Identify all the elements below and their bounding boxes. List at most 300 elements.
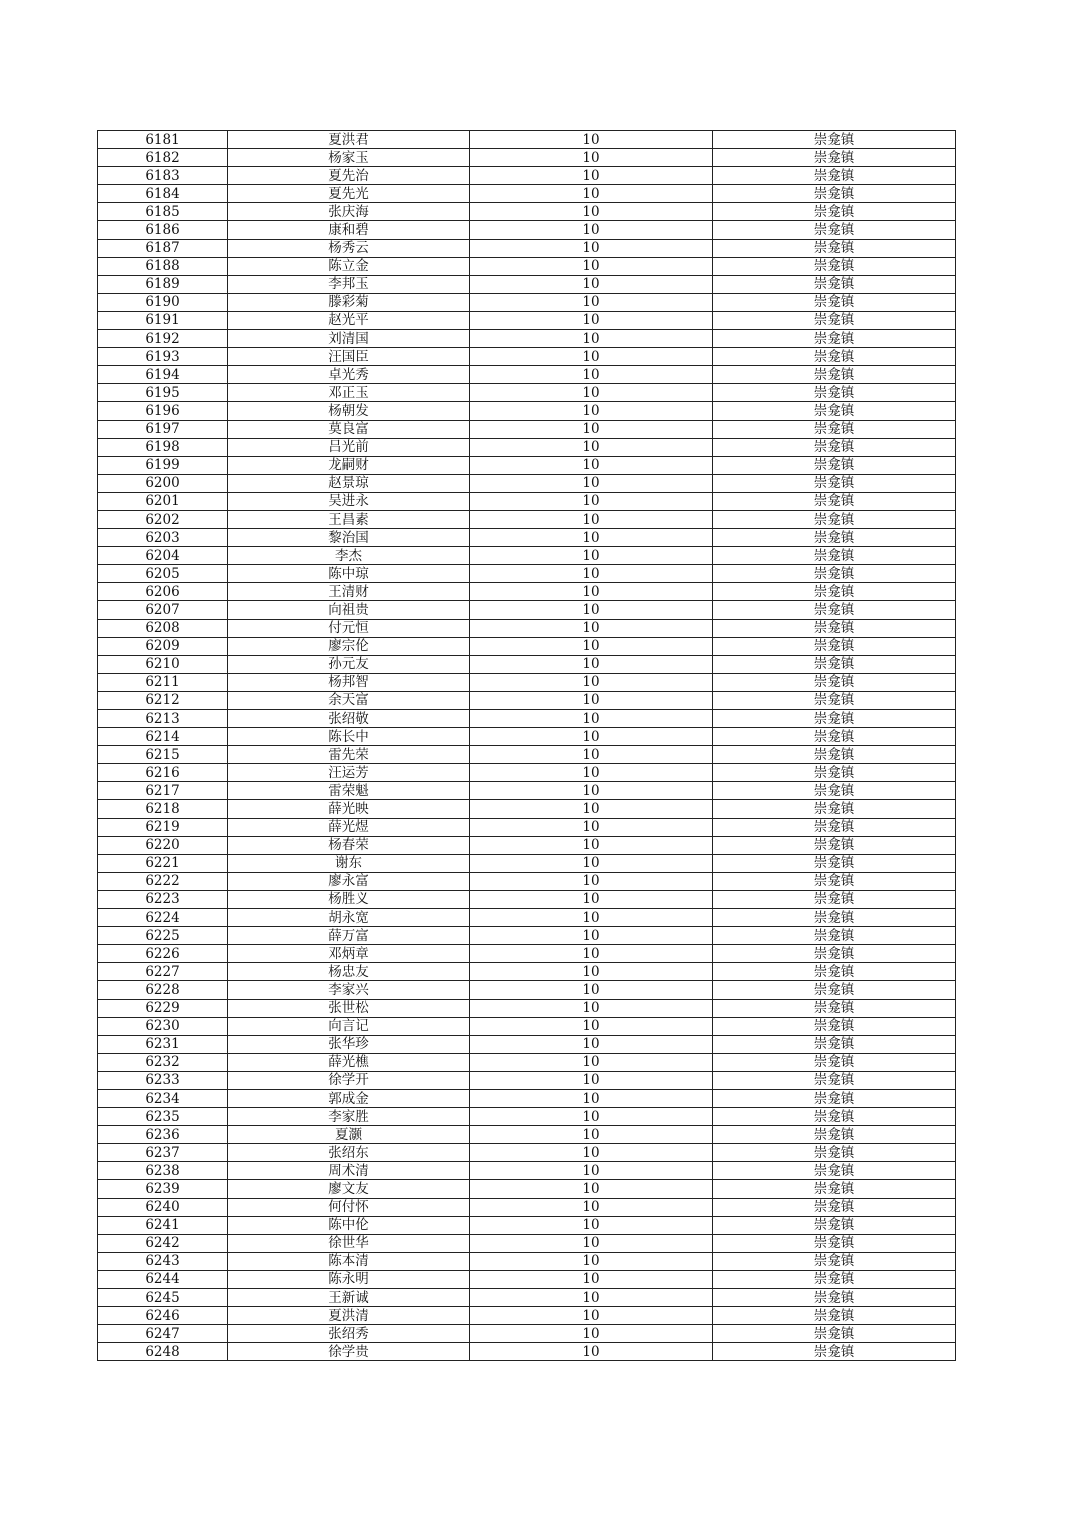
name-cell: 廖宗伦 xyxy=(228,637,470,655)
serial-number-cell: 6200 xyxy=(98,474,228,492)
amount-cell: 10 xyxy=(470,764,713,782)
serial-number-cell: 6237 xyxy=(98,1144,228,1162)
name-cell: 康和碧 xyxy=(228,221,470,239)
town-cell: 崇龛镇 xyxy=(713,275,956,293)
town-cell: 崇龛镇 xyxy=(713,1252,956,1270)
table-row xyxy=(98,1180,956,1198)
amount-cell: 10 xyxy=(470,474,713,492)
amount-cell: 10 xyxy=(470,1071,713,1089)
town-cell: 崇龛镇 xyxy=(713,601,956,619)
name-cell: 孙元友 xyxy=(228,655,470,673)
amount-cell: 10 xyxy=(470,999,713,1017)
table-row xyxy=(98,1289,956,1307)
name-cell: 杨邦智 xyxy=(228,673,470,691)
name-cell: 张绍东 xyxy=(228,1144,470,1162)
serial-number-cell: 6248 xyxy=(98,1343,228,1361)
amount-cell: 10 xyxy=(470,854,713,872)
name-cell: 张庆海 xyxy=(228,203,470,221)
name-cell: 谢东 xyxy=(228,854,470,872)
amount-cell: 10 xyxy=(470,782,713,800)
amount-cell: 10 xyxy=(470,1126,713,1144)
name-cell: 胡永宽 xyxy=(228,909,470,927)
name-cell: 廖文友 xyxy=(228,1180,470,1198)
serial-number-cell: 6220 xyxy=(98,836,228,854)
name-cell: 汪运芳 xyxy=(228,764,470,782)
town-cell: 崇龛镇 xyxy=(713,257,956,275)
serial-number-cell: 6192 xyxy=(98,330,228,348)
town-cell: 崇龛镇 xyxy=(713,438,956,456)
town-cell: 崇龛镇 xyxy=(713,1017,956,1035)
serial-number-cell: 6232 xyxy=(98,1053,228,1071)
amount-cell: 10 xyxy=(470,239,713,257)
table-row xyxy=(98,149,956,167)
town-cell: 崇龛镇 xyxy=(713,800,956,818)
town-cell: 崇龛镇 xyxy=(713,981,956,999)
town-cell: 崇龛镇 xyxy=(713,1126,956,1144)
name-cell: 薛光煜 xyxy=(228,818,470,836)
amount-cell: 10 xyxy=(470,438,713,456)
amount-cell: 10 xyxy=(470,565,713,583)
name-cell: 黎治国 xyxy=(228,529,470,547)
serial-number-cell: 6208 xyxy=(98,619,228,637)
serial-number-cell: 6243 xyxy=(98,1252,228,1270)
table-row xyxy=(98,691,956,709)
town-cell: 崇龛镇 xyxy=(713,764,956,782)
table-row xyxy=(98,1017,956,1035)
amount-cell: 10 xyxy=(470,1162,713,1180)
town-cell: 崇龛镇 xyxy=(713,782,956,800)
amount-cell: 10 xyxy=(470,800,713,818)
table-row xyxy=(98,239,956,257)
table-row xyxy=(98,1198,956,1216)
name-cell: 雷先荣 xyxy=(228,746,470,764)
name-cell: 王新诚 xyxy=(228,1289,470,1307)
town-cell: 崇龛镇 xyxy=(713,1071,956,1089)
table-row xyxy=(98,1053,956,1071)
table-row xyxy=(98,1162,956,1180)
town-cell: 崇龛镇 xyxy=(713,185,956,203)
amount-cell: 10 xyxy=(470,637,713,655)
serial-number-cell: 6207 xyxy=(98,601,228,619)
table-row xyxy=(98,601,956,619)
amount-cell: 10 xyxy=(470,529,713,547)
table-row xyxy=(98,330,956,348)
serial-number-cell: 6247 xyxy=(98,1325,228,1343)
table-row xyxy=(98,1071,956,1089)
table-row xyxy=(98,1343,956,1361)
town-cell: 崇龛镇 xyxy=(713,348,956,366)
town-cell: 崇龛镇 xyxy=(713,1307,956,1325)
name-cell: 周术清 xyxy=(228,1162,470,1180)
amount-cell: 10 xyxy=(470,185,713,203)
amount-cell: 10 xyxy=(470,963,713,981)
town-cell: 崇龛镇 xyxy=(713,1234,956,1252)
amount-cell: 10 xyxy=(470,1017,713,1035)
table-row xyxy=(98,1126,956,1144)
serial-number-cell: 6231 xyxy=(98,1035,228,1053)
table-row xyxy=(98,275,956,293)
serial-number-cell: 6222 xyxy=(98,872,228,890)
table-row xyxy=(98,420,956,438)
town-cell: 崇龛镇 xyxy=(713,927,956,945)
table-row xyxy=(98,637,956,655)
amount-cell: 10 xyxy=(470,981,713,999)
amount-cell: 10 xyxy=(470,1343,713,1361)
amount-cell: 10 xyxy=(470,366,713,384)
name-cell: 廖永富 xyxy=(228,872,470,890)
town-cell: 崇龛镇 xyxy=(713,1180,956,1198)
serial-number-cell: 6201 xyxy=(98,492,228,510)
table-row xyxy=(98,619,956,637)
amount-cell: 10 xyxy=(470,547,713,565)
amount-cell: 10 xyxy=(470,818,713,836)
table-row xyxy=(98,1089,956,1107)
serial-number-cell: 6206 xyxy=(98,583,228,601)
serial-number-cell: 6234 xyxy=(98,1089,228,1107)
town-cell: 崇龛镇 xyxy=(713,854,956,872)
amount-cell: 10 xyxy=(470,149,713,167)
table-row xyxy=(98,257,956,275)
name-cell: 吕光前 xyxy=(228,438,470,456)
town-cell: 崇龛镇 xyxy=(713,239,956,257)
table-row xyxy=(98,529,956,547)
name-cell: 张华珍 xyxy=(228,1035,470,1053)
amount-cell: 10 xyxy=(470,1289,713,1307)
town-cell: 崇龛镇 xyxy=(713,547,956,565)
town-cell: 崇龛镇 xyxy=(713,1035,956,1053)
table-row xyxy=(98,909,956,927)
town-cell: 崇龛镇 xyxy=(713,1144,956,1162)
name-cell: 张绍敬 xyxy=(228,710,470,728)
amount-cell: 10 xyxy=(470,1216,713,1234)
town-cell: 崇龛镇 xyxy=(713,746,956,764)
amount-cell: 10 xyxy=(470,927,713,945)
serial-number-cell: 6211 xyxy=(98,673,228,691)
table-row xyxy=(98,565,956,583)
serial-number-cell: 6189 xyxy=(98,275,228,293)
amount-cell: 10 xyxy=(470,510,713,528)
table-row xyxy=(98,366,956,384)
serial-number-cell: 6185 xyxy=(98,203,228,221)
table-row xyxy=(98,963,956,981)
name-cell: 莫良富 xyxy=(228,420,470,438)
serial-number-cell: 6236 xyxy=(98,1126,228,1144)
name-cell: 滕彩菊 xyxy=(228,293,470,311)
serial-number-cell: 6219 xyxy=(98,818,228,836)
table-row xyxy=(98,1325,956,1343)
amount-cell: 10 xyxy=(470,1234,713,1252)
name-cell: 卓光秀 xyxy=(228,366,470,384)
table-row xyxy=(98,221,956,239)
serial-number-cell: 6221 xyxy=(98,854,228,872)
town-cell: 崇龛镇 xyxy=(713,1089,956,1107)
table-row xyxy=(98,438,956,456)
amount-cell: 10 xyxy=(470,275,713,293)
town-cell: 崇龛镇 xyxy=(713,999,956,1017)
name-cell: 赵光平 xyxy=(228,311,470,329)
table-row xyxy=(98,818,956,836)
table-row xyxy=(98,710,956,728)
serial-number-cell: 6213 xyxy=(98,710,228,728)
name-cell: 陈永明 xyxy=(228,1270,470,1288)
amount-cell: 10 xyxy=(470,348,713,366)
serial-number-cell: 6190 xyxy=(98,293,228,311)
table-row xyxy=(98,203,956,221)
town-cell: 崇龛镇 xyxy=(713,1216,956,1234)
serial-number-cell: 6229 xyxy=(98,999,228,1017)
name-cell: 郭成金 xyxy=(228,1089,470,1107)
name-cell: 陈立金 xyxy=(228,257,470,275)
amount-cell: 10 xyxy=(470,1180,713,1198)
name-cell: 徐学开 xyxy=(228,1071,470,1089)
town-cell: 崇龛镇 xyxy=(713,836,956,854)
table-row xyxy=(98,311,956,329)
serial-number-cell: 6244 xyxy=(98,1270,228,1288)
town-cell: 崇龛镇 xyxy=(713,710,956,728)
serial-number-cell: 6197 xyxy=(98,420,228,438)
amount-cell: 10 xyxy=(470,221,713,239)
table-row xyxy=(98,782,956,800)
amount-cell: 10 xyxy=(470,1270,713,1288)
amount-cell: 10 xyxy=(470,1035,713,1053)
name-cell: 汪国臣 xyxy=(228,348,470,366)
serial-number-cell: 6225 xyxy=(98,927,228,945)
town-cell: 崇龛镇 xyxy=(713,655,956,673)
amount-cell: 10 xyxy=(470,1252,713,1270)
serial-number-cell: 6199 xyxy=(98,456,228,474)
town-cell: 崇龛镇 xyxy=(713,203,956,221)
serial-number-cell: 6202 xyxy=(98,510,228,528)
amount-cell: 10 xyxy=(470,384,713,402)
roster-table-body xyxy=(98,131,956,1361)
amount-cell: 10 xyxy=(470,836,713,854)
table-row xyxy=(98,293,956,311)
amount-cell: 10 xyxy=(470,402,713,420)
town-cell: 崇龛镇 xyxy=(713,1198,956,1216)
name-cell: 李杰 xyxy=(228,547,470,565)
serial-number-cell: 6193 xyxy=(98,348,228,366)
town-cell: 崇龛镇 xyxy=(713,1053,956,1071)
name-cell: 杨春荣 xyxy=(228,836,470,854)
table-row xyxy=(98,474,956,492)
serial-number-cell: 6230 xyxy=(98,1017,228,1035)
table-row xyxy=(98,185,956,203)
amount-cell: 10 xyxy=(470,330,713,348)
town-cell: 崇龛镇 xyxy=(713,1343,956,1361)
town-cell: 崇龛镇 xyxy=(713,565,956,583)
name-cell: 杨胜义 xyxy=(228,890,470,908)
name-cell: 李邦玉 xyxy=(228,275,470,293)
table-row xyxy=(98,655,956,673)
serial-number-cell: 6245 xyxy=(98,1289,228,1307)
name-cell: 王清财 xyxy=(228,583,470,601)
serial-number-cell: 6203 xyxy=(98,529,228,547)
name-cell: 刘清国 xyxy=(228,330,470,348)
name-cell: 吴进永 xyxy=(228,492,470,510)
roster-table xyxy=(97,130,956,1361)
amount-cell: 10 xyxy=(470,456,713,474)
amount-cell: 10 xyxy=(470,1144,713,1162)
table-row xyxy=(98,890,956,908)
serial-number-cell: 6215 xyxy=(98,746,228,764)
amount-cell: 10 xyxy=(470,311,713,329)
serial-number-cell: 6212 xyxy=(98,691,228,709)
amount-cell: 10 xyxy=(470,203,713,221)
table-row xyxy=(98,1270,956,1288)
table-row xyxy=(98,764,956,782)
town-cell: 崇龛镇 xyxy=(713,330,956,348)
table-row xyxy=(98,927,956,945)
name-cell: 向祖贵 xyxy=(228,601,470,619)
town-cell: 崇龛镇 xyxy=(713,637,956,655)
table-row xyxy=(98,456,956,474)
name-cell: 夏灏 xyxy=(228,1126,470,1144)
serial-number-cell: 6217 xyxy=(98,782,228,800)
serial-number-cell: 6205 xyxy=(98,565,228,583)
serial-number-cell: 6218 xyxy=(98,800,228,818)
name-cell: 陈中伦 xyxy=(228,1216,470,1234)
town-cell: 崇龛镇 xyxy=(713,673,956,691)
town-cell: 崇龛镇 xyxy=(713,1108,956,1126)
name-cell: 杨朝发 xyxy=(228,402,470,420)
town-cell: 崇龛镇 xyxy=(713,728,956,746)
name-cell: 陈长中 xyxy=(228,728,470,746)
name-cell: 徐学贵 xyxy=(228,1343,470,1361)
table-row xyxy=(98,583,956,601)
serial-number-cell: 6214 xyxy=(98,728,228,746)
town-cell: 崇龛镇 xyxy=(713,909,956,927)
serial-number-cell: 6191 xyxy=(98,311,228,329)
serial-number-cell: 6186 xyxy=(98,221,228,239)
amount-cell: 10 xyxy=(470,257,713,275)
town-cell: 崇龛镇 xyxy=(713,402,956,420)
amount-cell: 10 xyxy=(470,619,713,637)
table-row xyxy=(98,384,956,402)
amount-cell: 10 xyxy=(470,655,713,673)
name-cell: 陈中琼 xyxy=(228,565,470,583)
town-cell: 崇龛镇 xyxy=(713,1162,956,1180)
serial-number-cell: 6223 xyxy=(98,890,228,908)
amount-cell: 10 xyxy=(470,890,713,908)
serial-number-cell: 6196 xyxy=(98,402,228,420)
serial-number-cell: 6182 xyxy=(98,149,228,167)
name-cell: 雷荣魁 xyxy=(228,782,470,800)
table-row xyxy=(98,800,956,818)
table-row xyxy=(98,547,956,565)
name-cell: 何付怀 xyxy=(228,1198,470,1216)
table-row xyxy=(98,1108,956,1126)
amount-cell: 10 xyxy=(470,746,713,764)
table-row xyxy=(98,1252,956,1270)
table-row xyxy=(98,492,956,510)
serial-number-cell: 6183 xyxy=(98,167,228,185)
amount-cell: 10 xyxy=(470,131,713,149)
town-cell: 崇龛镇 xyxy=(713,366,956,384)
town-cell: 崇龛镇 xyxy=(713,1289,956,1307)
table-row xyxy=(98,999,956,1017)
town-cell: 崇龛镇 xyxy=(713,474,956,492)
table-row xyxy=(98,1035,956,1053)
name-cell: 薛光映 xyxy=(228,800,470,818)
town-cell: 崇龛镇 xyxy=(713,619,956,637)
name-cell: 付元恒 xyxy=(228,619,470,637)
amount-cell: 10 xyxy=(470,492,713,510)
serial-number-cell: 6241 xyxy=(98,1216,228,1234)
serial-number-cell: 6184 xyxy=(98,185,228,203)
serial-number-cell: 6240 xyxy=(98,1198,228,1216)
name-cell: 夏洪君 xyxy=(228,131,470,149)
amount-cell: 10 xyxy=(470,1053,713,1071)
town-cell: 崇龛镇 xyxy=(713,131,956,149)
serial-number-cell: 6210 xyxy=(98,655,228,673)
serial-number-cell: 6226 xyxy=(98,945,228,963)
town-cell: 崇龛镇 xyxy=(713,691,956,709)
serial-number-cell: 6216 xyxy=(98,764,228,782)
name-cell: 杨家玉 xyxy=(228,149,470,167)
amount-cell: 10 xyxy=(470,1307,713,1325)
serial-number-cell: 6242 xyxy=(98,1234,228,1252)
amount-cell: 10 xyxy=(470,1198,713,1216)
name-cell: 徐世华 xyxy=(228,1234,470,1252)
town-cell: 崇龛镇 xyxy=(713,167,956,185)
table-row xyxy=(98,402,956,420)
serial-number-cell: 6238 xyxy=(98,1162,228,1180)
amount-cell: 10 xyxy=(470,728,713,746)
table-row xyxy=(98,510,956,528)
table-row xyxy=(98,1144,956,1162)
town-cell: 崇龛镇 xyxy=(713,293,956,311)
name-cell: 张绍秀 xyxy=(228,1325,470,1343)
table-row xyxy=(98,348,956,366)
name-cell: 邓正玉 xyxy=(228,384,470,402)
town-cell: 崇龛镇 xyxy=(713,384,956,402)
serial-number-cell: 6195 xyxy=(98,384,228,402)
town-cell: 崇龛镇 xyxy=(713,872,956,890)
town-cell: 崇龛镇 xyxy=(713,1270,956,1288)
serial-number-cell: 6228 xyxy=(98,981,228,999)
amount-cell: 10 xyxy=(470,1089,713,1107)
serial-number-cell: 6204 xyxy=(98,547,228,565)
town-cell: 崇龛镇 xyxy=(713,890,956,908)
table-row xyxy=(98,945,956,963)
town-cell: 崇龛镇 xyxy=(713,1325,956,1343)
name-cell: 李家兴 xyxy=(228,981,470,999)
town-cell: 崇龛镇 xyxy=(713,583,956,601)
table-row xyxy=(98,981,956,999)
town-cell: 崇龛镇 xyxy=(713,221,956,239)
serial-number-cell: 6246 xyxy=(98,1307,228,1325)
serial-number-cell: 6187 xyxy=(98,239,228,257)
table-row xyxy=(98,167,956,185)
serial-number-cell: 6181 xyxy=(98,131,228,149)
amount-cell: 10 xyxy=(470,1108,713,1126)
town-cell: 崇龛镇 xyxy=(713,420,956,438)
amount-cell: 10 xyxy=(470,167,713,185)
amount-cell: 10 xyxy=(470,420,713,438)
amount-cell: 10 xyxy=(470,691,713,709)
table-row xyxy=(98,1307,956,1325)
table-row xyxy=(98,673,956,691)
town-cell: 崇龛镇 xyxy=(713,963,956,981)
serial-number-cell: 6233 xyxy=(98,1071,228,1089)
serial-number-cell: 6224 xyxy=(98,909,228,927)
serial-number-cell: 6188 xyxy=(98,257,228,275)
table-row xyxy=(98,746,956,764)
amount-cell: 10 xyxy=(470,710,713,728)
serial-number-cell: 6209 xyxy=(98,637,228,655)
name-cell: 张世松 xyxy=(228,999,470,1017)
name-cell: 薛万富 xyxy=(228,927,470,945)
